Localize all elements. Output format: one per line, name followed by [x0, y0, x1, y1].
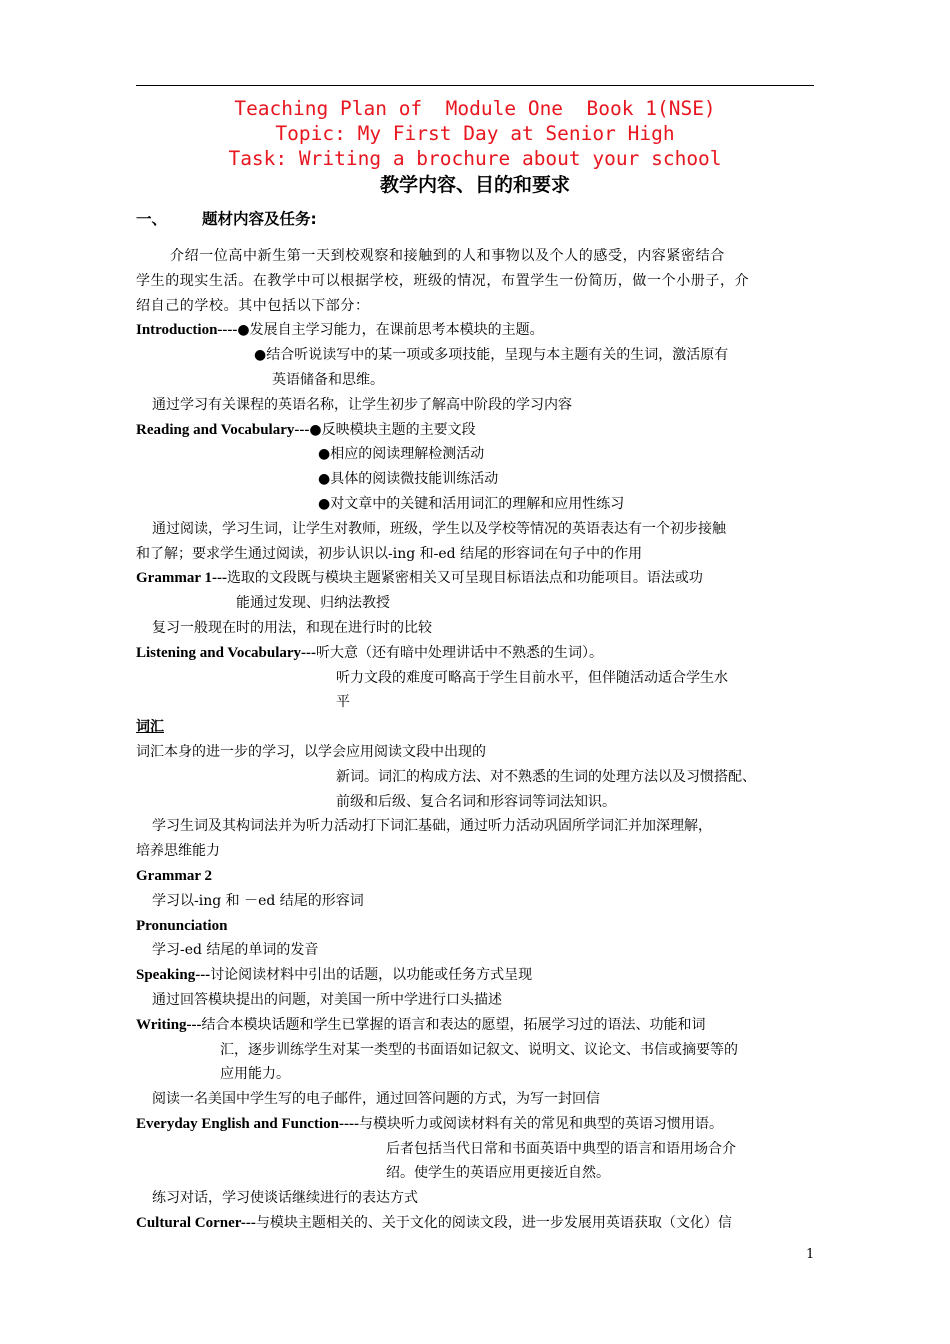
pronunciation-note: 学习-ed 结尾的单词的发音 [152, 942, 319, 959]
vocab-text: 词汇本身的进一步的学习，以学会应用阅读文段中出现的 [136, 743, 486, 760]
title-line-3: Task: Writing a brochure about your school [228, 147, 722, 170]
header-rule [136, 85, 814, 86]
reading-note: 和了解；要求学生通过阅读，初步认识以-ing 和-ed 结尾的形容词在句子中的作用 [136, 545, 643, 562]
everyday-label: Everyday English and Function---- [136, 1115, 359, 1132]
vocab-label: 词汇 [136, 719, 164, 736]
pronunciation-label: Pronunciation [136, 917, 228, 934]
reading-label: Reading and Vocabulary--- [136, 421, 310, 438]
grammar2-label: Grammar 2 [136, 867, 212, 884]
introduction-item: ●结合听说读写中的某一项或多项技能，呈现与本主题有关的生词，激活原有 [254, 347, 729, 364]
grammar1-text: 选取的文段既与模块主题紧密相关又可呈现目标语法点和功能项目。语法或功 [226, 570, 703, 587]
subtitle: 教学内容、目的和要求 [379, 174, 570, 196]
speaking-label: Speaking--- [136, 967, 211, 984]
section-number: 一、 [136, 210, 168, 228]
document-body [136, 244, 816, 1236]
title-line-2: Topic: My First Day at Senior High [275, 122, 675, 145]
cultural-text: 与模块主题相关的、关于文化的阅读文段，进一步发展用英语获取（文化）信 [255, 1215, 732, 1232]
title-line-1: Teaching Plan of Module One Book 1(NSE) [234, 97, 716, 120]
writing-note: 阅读一名美国中学生写的电子邮件，通过回答问题的方式，为写一封回信 [152, 1091, 600, 1108]
grammar1-note: 复习一般现在时的用法，和现在进行时的比较 [152, 619, 432, 636]
everyday-text: 后者包括当代日常和书面英语中典型的语言和语用场合介 [386, 1140, 736, 1157]
introduction-note: 通过学习有关课程的英语名称，让学生初步了解高中阶段的学习内容 [152, 396, 572, 413]
page-number: 1 [806, 1247, 815, 1262]
reading-item: ●反映模块主题的主要文段 [309, 421, 476, 438]
paragraph-line: 绍自己的学校。其中包括以下部分： [136, 297, 370, 314]
grammar1-text: 能通过发现、归纳法教授 [236, 595, 390, 612]
grammar2-note: 学习以-ing 和 －ed 结尾的形容词 [152, 892, 364, 909]
reading-item: ●具体的阅读微技能训练活动 [318, 471, 499, 488]
everyday-note: 练习对话，学习使谈话继续进行的表达方式 [152, 1190, 418, 1207]
title-block [136, 96, 814, 199]
paragraph-line: 学生的现实生活。在教学中可以根据学校，班级的情况，布置学生一份简历，做一个小册子，介 [136, 272, 750, 289]
speaking-text: 讨论阅读材料中引出的话题，以功能或任务方式呈现 [210, 967, 533, 984]
paragraph-line: 介绍一位高中新生第一天到校观察和接触到的人和事物以及个人的感受，内容紧密结合 [170, 248, 725, 264]
reading-note: 通过阅读，学习生词，让学生对教师，班级，学生以及学校等情况的英语表达有一个初步接触 [152, 520, 726, 537]
listening-text: 平 [336, 694, 350, 711]
vocab-note: 学习生词及其构词法并为听力活动打下词汇基础，通过听力活动巩固所学词汇并加深理解， [152, 818, 712, 835]
introduction-item: ●发展自主学习能力，在课前思考本模块的主题。 [237, 322, 544, 339]
everyday-text: 绍。使学生的英语应用更接近自然。 [386, 1165, 610, 1182]
section-heading [136, 207, 317, 229]
listening-label: Listening and Vocabulary--- [136, 644, 317, 661]
writing-text: 应用能力。 [220, 1066, 290, 1083]
section-title: 题材内容及任务: [202, 210, 317, 228]
reading-item: ●对文章中的关键和活用词汇的理解和应用性练习 [318, 495, 625, 512]
cultural-label: Cultural Corner--- [136, 1215, 256, 1232]
introduction-item: 英语储备和思维。 [272, 371, 384, 388]
listening-text: 听力文段的难度可略高于学生目前水平，但伴随活动适合学生水 [336, 669, 728, 686]
speaking-note: 通过回答模块提出的问题，对美国一所中学进行口头描述 [152, 991, 502, 1008]
writing-text: 结合本模块话题和学生已掌握的语言和表达的愿望，拓展学习过的语法、功能和词 [201, 1016, 706, 1033]
writing-label: Writing--- [136, 1016, 202, 1033]
introduction-label: Introduction---- [136, 322, 238, 339]
everyday-text: 与模块听力或阅读材料有关的常见和典型的英语习惯用语。 [358, 1115, 723, 1132]
writing-text: 汇，逐步训练学生对某一类型的书面语如记叙文、说明文、议论文、书信或摘要等的 [220, 1041, 738, 1058]
grammar1-label: Grammar 1--- [136, 570, 227, 587]
vocab-text: 前级和后级、复合名词和形容词等词法知识。 [336, 793, 616, 810]
listening-text: 听大意（还有暗中处理讲话中不熟悉的生词）。 [316, 644, 604, 661]
reading-item: ●相应的阅读理解检测活动 [318, 446, 485, 463]
vocab-note: 培养思维能力 [136, 843, 220, 860]
vocab-text: 新词。词汇的构成方法、对不熟悉的生词的处理方法以及习惯搭配、 [336, 768, 756, 785]
